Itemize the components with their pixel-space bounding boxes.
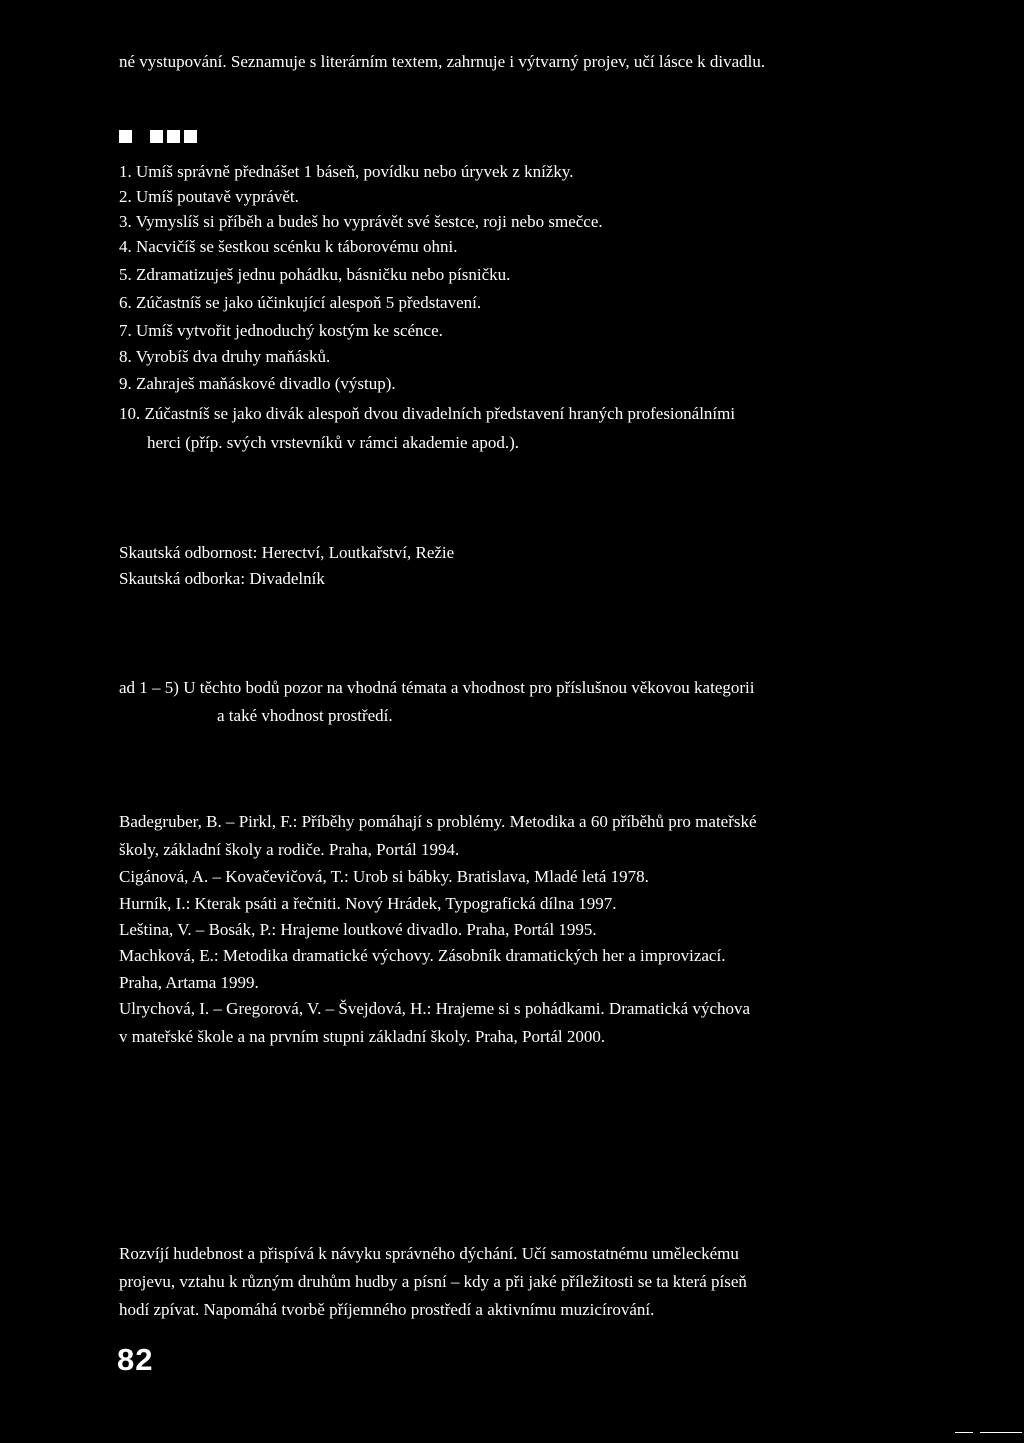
item-text: Zúčastníš se jako divák alespoň dvou divadelních představení hraných profesionálními <box>144 404 736 423</box>
item-number: 6. <box>119 293 132 312</box>
item-number: 7. <box>119 321 132 340</box>
bibliography-line: Machková, E.: Metodika dramatické výchovy. Zásobník dramatických her a improvizací. <box>119 946 726 965</box>
note-line-1: ad 1 – 5) U těchto bodů pozor na vhodná témata a vhodnost pro příslušnou věkovou kategorii <box>119 678 755 697</box>
list-item <box>119 346 330 368</box>
item-number: 8. <box>119 347 132 366</box>
bibliography-line: školy, základní školy a rodiče. Praha, Portál 1994. <box>119 840 460 859</box>
bibliography-line: Leština, V. – Bosák, P.: Hrajeme loutkové divadlo. Praha, Portál 1995. <box>119 920 597 939</box>
note-line-2: a také vhodnost prostředí. <box>217 706 393 725</box>
square-icon <box>150 130 163 143</box>
next-section-line: projevu, vztahu k různým druhům hudby a písní – kdy a při jaké příležitosti se ta která píseň <box>119 1272 747 1291</box>
square-icon <box>167 130 180 143</box>
item-text: Zúčastníš se jako účinkující alespoň 5 představení. <box>136 293 482 312</box>
next-section-line: Rozvíjí hudebnost a přispívá k návyku správného dýchání. Učí samostatnému uměleckému <box>119 1244 739 1263</box>
list-item <box>119 186 299 208</box>
bibliography-line: v mateřské škole a na prvním stupni základní školy. Praha, Portál 2000. <box>119 1027 606 1046</box>
list-item <box>119 320 443 342</box>
item-text: Vymyslíš si příběh a budeš ho vyprávět své šestce, roji nebo smečce. <box>135 212 603 231</box>
list-item <box>119 211 603 233</box>
item-text: Umíš správně přednášet 1 báseň, povídku nebo úryvek z knížky. <box>136 162 574 181</box>
item-number: 3. <box>119 212 132 231</box>
related-odborka: Skautská odborka: Divadelník <box>119 569 325 588</box>
intro-line: né vystupování. Seznamuje s literárním textem, zahrnuje i výtvarný projev, učí lásce k divadlu. <box>119 52 766 71</box>
item-number: 1. <box>119 162 132 181</box>
item-text: Nacvičíš se šestkou scénku k táborovému ohni. <box>136 237 458 256</box>
level-markers-icon <box>119 130 197 143</box>
list-item <box>119 161 573 183</box>
item-text: Zahraješ maňáskové divadlo (výstup). <box>136 374 396 393</box>
item-number: 2. <box>119 187 132 206</box>
footer-rule <box>980 1432 1022 1433</box>
related-odbornost: Skautská odbornost: Herectví, Loutkařství, Režie <box>119 543 455 562</box>
next-section-line: hodí zpívat. Napomáhá tvorbě příjemného prostředí a aktivnímu muzicírování. <box>119 1300 655 1319</box>
list-item <box>119 403 735 425</box>
item-text: Zdramatizuješ jednu pohádku, básničku nebo písničku. <box>136 265 511 284</box>
item-text: Umíš vytvořit jednoduchý kostým ke scénce. <box>136 321 443 340</box>
item-number: 5. <box>119 265 132 284</box>
item-text: Vyrobíš dva druhy maňásků. <box>135 347 331 366</box>
item-number: 9. <box>119 374 132 393</box>
bibliography-line: Praha, Artama 1999. <box>119 973 259 992</box>
square-icon <box>184 130 197 143</box>
item-number: 10. <box>119 404 141 423</box>
item-number: 4. <box>119 237 132 256</box>
list-item-continuation: herci (příp. svých vrstevníků v rámci akademie apod.). <box>147 433 519 452</box>
list-item <box>119 236 458 258</box>
list-item <box>119 292 481 314</box>
list-item <box>119 264 510 286</box>
bibliography-line: Cigánová, A. – Kovačevičová, T.: Urob si bábky. Bratislava, Mladé letá 1978. <box>119 867 649 886</box>
footer-rule <box>955 1432 973 1433</box>
bibliography-line: Hurník, I.: Kterak psáti a řečniti. Nový Hrádek, Typografická dílna 1997. <box>119 894 617 913</box>
bibliography-line: Ulrychová, I. – Gregorová, V. – Švejdová, H.: Hrajeme si s pohádkami. Dramatická výchova <box>119 999 751 1018</box>
square-icon <box>119 130 132 143</box>
item-text: Umíš poutavě vyprávět. <box>136 187 299 206</box>
page-number: 82 <box>117 1342 154 1377</box>
bibliography-line: Badegruber, B. – Pirkl, F.: Příběhy pomáhají s problémy. Metodika a 60 příběhů pro mateřské <box>119 812 757 831</box>
list-item <box>119 373 396 395</box>
